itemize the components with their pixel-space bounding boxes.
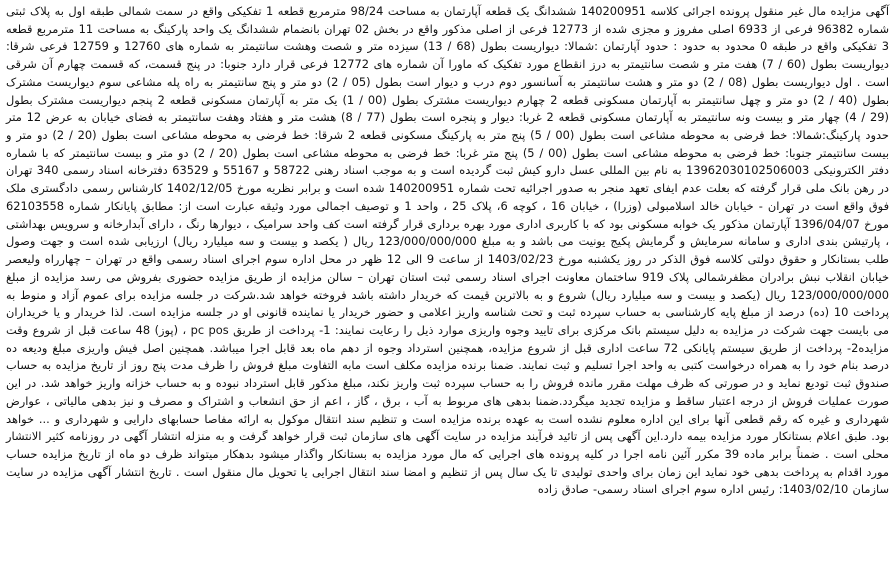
auction-notice-text: آگهی مزایده مال غیر منقول پرونده اجرائی کلاسه 140200951 ششدانگ یک قطعه آپارتمان به مساحت 98/24 مترمربع قطعه 1 تفکیکی واقع در سمت شمالی طبقه اول به پلاک ثبتی شماره 96382 فرعی از 6933 اصلی مفروز و مجزی شده از 12773 فرعی از اصلی مذکور واقع در بخش 02 تهران بانضمام ششدانگ یک واحد پارکینگ به مساحت 11 مترمربع قطعه 3 تفکیکی واقع در طبقه 0 محدود به حدود : حدود آپارتمان :شمالا: دیواریست بطول (68 / 13) سیزده متر و شصت وهشت سانتیمتر به شماره های 12760 و 12759 فرعی شرقا: دیواریست بطول (60 / 7) هفت متر و شصت سانتیمتر به درز انقطاع مورد تفکیک که ماورا آن شماره های 12772 فرعی قرار دارد جنوبا: در پنج قسمت، که قسمت چهارم آن شرقی است . اول دیواریست بطول (08 / 2) دو متر و هشت سانتیمتر به آسانسور دوم درب و دیوار است بطول (05 / 2) دو متر و پنج سانتیمتر به راه پله مشاعی سوم دیواریست مشترک بطول (40 / 2) دو متر و چهل سانتیمتر به آپارتمان مسکونی قطعه 2 چهارم دیواریست مشترک بطول (00 / 1) یک متر به آپارتمان مسکونی قطعه 2 پنجم دیواریست مشترک بطول (29 / 4) چهار متر و بیست ونه سانتیمتر به آپارتمان مسکونی قطعه 2 غربا: دیوار و پنجره است بطول (77 / 8) هشت متر و هفتاد وهفت سانتیمتر به فضای خیابان به عرض 12 متر حدود پارکینگ:شمالا: خط فرضی به محوطه مشاعی است بطول (00 / 5) پنج متر به پارکینگ مسکونی قطعه 2 شرقا: خط فرضی به محوطه مشاعی است بطول (20 / 2) دو متر و بیست سانتیمتر جنوبا: خط فرضی به محوطه مشاعی است بطول (00 / 5) پنج متر غربا: خط فرضی به محوطه مشاعی است بطول (20 / 2) دو متر و بیست سانتیمتر که با شماره دفتر الکترونیکی 13962030102506003 به نام بین المللی عسل دارو کیش ثبت گردیده است و به موجب اسناد رهنی 58722 و 55167 و 63529 دفترخانه اسناد رسمی 340 تهران در رهن بانک ملی قرار گرفته که بعلت عدم ایفای تعهد منجر به صدور اجرائیه تحت شماره 140200951 شده است و برابر نظریه مورخ 1402/12/05 کارشناس رسمی دادگستری ملک فوق واقع است در تهران - خیابان خالد اسلامبولی (وزرا) ، خیابان 16 ، کوچه 6، پلاک 25 ، واحد 1 و توصیف اجمالی مورد وثیقه عبارت است از: مطابق پایانکار شماره 62103558 مورخ 1396/04/07 آپارتمان مذکور یک خوابه مسکونی بود که با کاربری اداری مورد بهره برداری قرار گرفته است کف واحد سرامیک ، دیوارها رنگ ، دارای آبدارخانه و سرویس بهداشتی ، پارتیشن بندی اداری و سامانه سرمایش و گرمایش پکیج یونیت می باشد و به مبلغ 123/000/000/000 ریال ( یکصد و بیست و سه میلیارد ریال) ارزیابی شده است و جهت وصول طلب بستانکار و حقوق دولتی کلاسه فوق الذکر در روز یکشنبه مورخ 1403/02/23 از ساعت 9 الی 12 ظهر در محل اداره سوم اجرای اسناد رسمی واقع در تهران – چهارراه ولیعصر خیابان انقلاب نبش برادران مظفرشمالی پلاک 919 ساختمان معاونت اجرای اسناد رسمی ثبت استان تهران – سالن مزایده از طریق مزایده حضوری بفروش می رسد مزایده از مبلغ 123/000/000/000 ریال (یکصد و بیست و سه میلیارد ریال) شروع و به بالاترین قیمت که خریدار داشته باشد فروخته خواهد شد.شرکت در جلسه مزایده برای عموم آزاد و منوط به پرداخت 10 (ده) درصد از مبلغ پایه کارشناسی به حساب سپرده ثبت و تحت شناسه واریز اعلامی و حضور خریدار یا نماینده قانونی او در جلسه مزایده است. لذا خریدار و یا خریداران می بایست جهت شرکت در مزایده به دلیل سیستم بانک مرکزی برای تایید وجوه واریزی موارد ذیل را رعایت نمایند: 1- پرداخت از طریق pc pos ، (پوز) 48 ساعت قبل از شروع وقت مزایده2- پرداخت از طریق سیستم پایانکی 72 ساعت اداری قبل از شروع مزایده، همچنین استرداد وجوه از دهم ماه بعد قابل اجرا میباشد. همچنین اصل فیش واریزی مبلغ ودیعه ده درصد بنام خود را به همراه درخواست کتبی به واحد اجرا تسلیم و ثبت نمایند. ضمنا برنده مزایده مکلف است مابه التفاوت مبلغ فروش را ظرف مدت پنج روز از تاریخ مزایده به حساب صندوق ثبت تودیع نماید و در صورتی که ظرف مهلت مقرر مانده فروش را به حساب سپرده ثبت واریز نکند، مبلغ مذکور قابل استرداد نبوده و به حساب خزانه واریز خواهد شد. در این صورت عملیات فروش از درجه اعتبار ساقط و مزایده تجدید میگردد.ضمنا بدهی های مربوط به آب ، برق ، گاز ، اعم از حق انشعاب و اشتراک و مصرف و نیز بدهی مالیاتی ، عوارض شهرداری و غیره که رقم قطعی آنها برای این اداره معلوم نشده است به عهده برنده مزایده است و تنظیم سند انتقال موکول به ارائه مفاصا حسابهای دارایی و شهرداری و ... خواهد بود. طبق اعلام بستانکار مورد مزایده بیمه دارد.این آگهی پس از تائید فرآیند مزایده در سایت آگهی های سازمان ثبت قرار خواهد گرفت و به منزله انتشار آگهی در روزنامه کثیر الانتشار محلی است . ضمناً برابر ماده 39 مکرر آئین نامه اجرا در کلیه پرونده های اجرایی که مال مورد مزایده به بستانکار واگذار میشود بدهکار میتواند ظرف دو ماه از تاریخ مزایده حساب مورد اقدام به پرداخت بدهی خود نماید این زمان برای واحدی تولیدی تا یک سال پس از تنظیم و امضا سند انتقال اجرایی یا تحویل مال منقول است . تاریخ انتشار آگهی مزایده در سایت سازمان 1403/02/10: رئیس اداره سوم اجرای اسناد رسمی- صادق زاده (6, 4, 890, 497)
